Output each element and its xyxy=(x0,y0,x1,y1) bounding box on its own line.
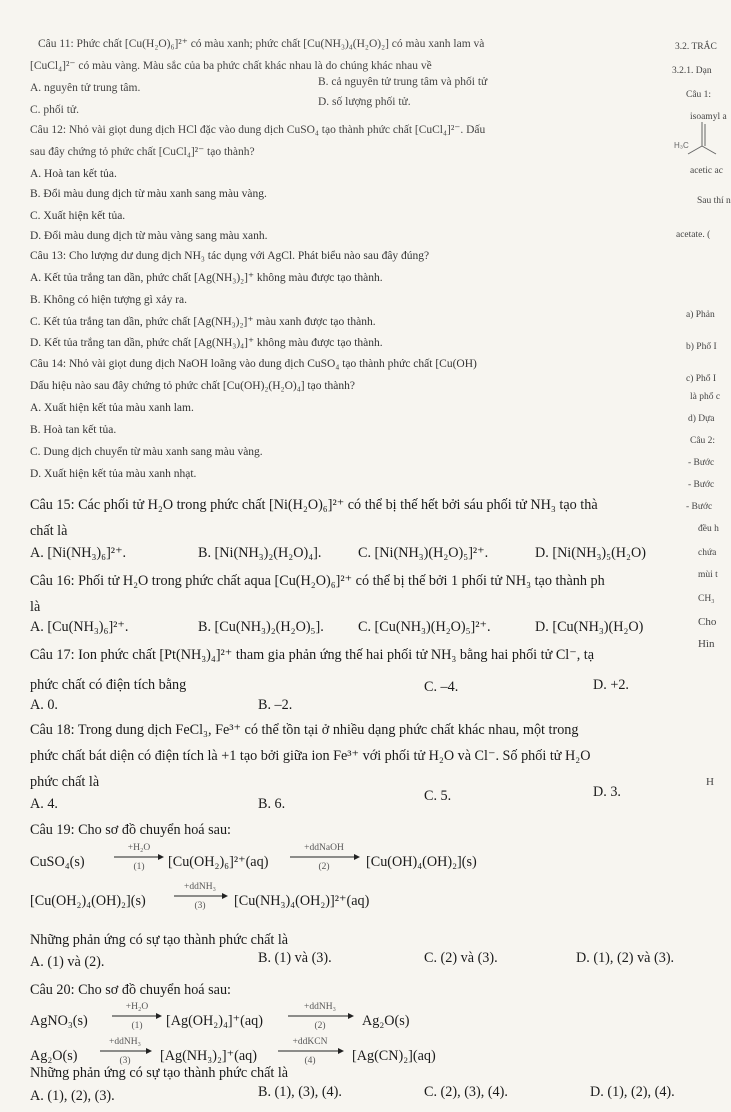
q15-option-b: B. [Ni(NH₃)₂(H₂O)₄]. xyxy=(198,545,322,561)
q18-option-a: A. 4. xyxy=(30,796,58,812)
q20-r2-arrow1-reagent: +ddNH₃ xyxy=(109,1037,141,1047)
q14-stem-line1: Câu 14: Nhỏ vài giọt dung dịch NaOH loãng vào dung dịch CuSO₄ tạo thành phức chất [Cu(OH) xyxy=(30,358,477,370)
q19-r1-arrow2-icon xyxy=(290,852,360,862)
molecule-label: H₃C xyxy=(674,141,689,150)
q18-option-d: D. 3. xyxy=(593,784,621,800)
q16-option-c: C. [Cu(NH₃)(H₂O)₅]²⁺. xyxy=(358,619,491,635)
right-margin-l10: c) Phổ I xyxy=(686,374,717,384)
right-margin-l13: Câu 2: xyxy=(690,436,716,446)
right-margin-l6: Sau thí n xyxy=(697,196,731,206)
q19-r1-reactant: CuSO₄(s) xyxy=(30,854,85,870)
q12-stem-line2: sau đây chứng tỏ phức chất [CuCl₄]²⁻ tạo thành? xyxy=(30,146,255,158)
q12-option-a: A. Hoà tan kết tủa. xyxy=(30,168,117,180)
q20-r1-arrow1-step: (1) xyxy=(131,1021,143,1031)
q20-r2-arrow1-step: (3) xyxy=(119,1056,131,1066)
right-margin-l21: Cho xyxy=(698,616,717,628)
q16-stem-line2: là xyxy=(30,599,41,615)
q19-r1-arrow1-reagent: +H₂O xyxy=(127,843,151,853)
q11-stem-line1: Câu 11: Phức chất [Cu(H₂O)₆]²⁺ có màu xanh; phức chất [Cu(NH₃)₄(H₂O)₂] có màu xanh lam và xyxy=(38,38,485,50)
right-margin-l12: d) Dựa xyxy=(688,414,715,424)
q18-stem-line2: phức chất bát diện có điện tích là +1 tạo bởi giữa ion Fe³⁺ với phối tử H₂O và Cl⁻. Số phối tử H₂O xyxy=(30,748,591,764)
q13-stem: Câu 13: Cho lượng dư dung dịch NH₃ tác dụng với AgCl. Phát biểu nào sau đây đúng? xyxy=(30,250,430,262)
right-margin-l3: Câu 1: xyxy=(686,90,712,100)
q13-option-a: A. Kết tủa trắng tan dần, phức chất [Ag(NH₃)₂]⁺ không màu được tạo thành. xyxy=(30,272,383,284)
q17-option-b: B. –2. xyxy=(258,697,293,713)
right-margin-l5: acetic ac xyxy=(690,166,723,176)
molecule-bond-right xyxy=(702,146,716,154)
q19-option-b: B. (1) và (3). xyxy=(258,950,332,966)
q20-option-d: D. (1), (2), (4). xyxy=(590,1084,675,1100)
q12-stem-line1: Câu 12: Nhỏ vài giọt dung dịch HCl đặc vào dung dịch CuSO₄ tạo thành phức chất [CuCl₄]²⁻. Dấu xyxy=(30,124,486,136)
q17-stem-line2: phức chất có điện tích bằng xyxy=(30,677,187,693)
q18-stem-line1: Câu 18: Trong dung dịch FeCl₃, Fe³⁺ có thể tồn tại ở nhiều dạng phức chất khác nhau, một trong xyxy=(30,722,579,738)
q20-option-c: C. (2), (3), (4). xyxy=(424,1084,508,1100)
right-margin-l15: - Bước xyxy=(688,480,715,490)
q16-option-b: B. [Cu(NH₃)₂(H₂O)₅]. xyxy=(198,619,324,635)
q19-r1-arrow1-step: (1) xyxy=(133,862,145,872)
q19-r1-arrow2-reagent: +ddNaOH xyxy=(304,843,344,853)
q16-option-d: D. [Cu(NH₃)(H₂O) xyxy=(535,619,644,635)
q11-option-b: B. cả nguyên tử trung tâm và phối tử xyxy=(318,76,488,88)
q14-option-c: C. Dung dịch chuyển từ màu xanh sang màu vàng. xyxy=(30,446,263,458)
q11-option-a: A. nguyên tử trung tâm. xyxy=(30,82,141,94)
q18-stem-line3: phức chất là xyxy=(30,774,100,790)
q14-stem-line2: Dấu hiệu nào sau đây chứng tỏ phức chất [Cu(OH)₂(H₂O)₄] tạo thành? xyxy=(30,380,355,392)
q19-r1-arrow1-icon xyxy=(114,852,164,862)
q19-question: Những phản ứng có sự tạo thành phức chất là xyxy=(30,932,289,948)
q17-stem-line1: Câu 17: Ion phức chất [Pt(NH₃)₄]²⁺ tham gia phản ứng thế hai phối tử NH₃ bằng hai phối tử Cl⁻, tạ xyxy=(30,647,595,663)
q20-r2-arrow2-icon xyxy=(278,1046,344,1056)
q16-option-a: A. [Cu(NH₃)₆]²⁺. xyxy=(30,619,129,635)
q19-option-c: C. (2) và (3). xyxy=(424,950,498,966)
right-margin-l11: là phổ c xyxy=(690,392,721,402)
q20-option-a: A. (1), (2), (3). xyxy=(30,1088,115,1104)
q20-r2-intermediate: [Ag(NH₃)₂]⁺(aq) xyxy=(160,1048,257,1064)
q11-option-d: D. số lượng phối tử. xyxy=(318,96,411,108)
right-margin-l19: mùi t xyxy=(698,570,718,580)
right-margin-l9: b) Phổ I xyxy=(686,342,717,352)
q19-r2-arrow-reagent: +ddNH₃ xyxy=(184,882,216,892)
q14-option-b: B. Hoà tan kết tủa. xyxy=(30,424,117,436)
molecule-structure-icon xyxy=(672,116,727,164)
q20-r2-product: [Ag(CN)₂](aq) xyxy=(352,1048,436,1064)
right-margin-l2: 3.2.1. Dạn xyxy=(672,66,712,76)
molecule-bond-left xyxy=(688,146,702,154)
q20-r2-arrow2-step: (4) xyxy=(304,1056,316,1066)
q20-r1-arrow2-step: (2) xyxy=(314,1021,326,1031)
q19-stem: Câu 19: Cho sơ đồ chuyển hoá sau: xyxy=(30,822,231,838)
right-margin-l17: đều h xyxy=(698,524,719,534)
right-margin-l14: - Bước xyxy=(688,458,715,468)
q15-option-c: C. [Ni(NH₃)(H₂O)₅]²⁺. xyxy=(358,545,489,561)
q19-r2-arrow-icon xyxy=(174,891,228,901)
q14-option-d: D. Xuất hiện kết tủa màu xanh nhạt. xyxy=(30,468,197,480)
q15-stem-line2: chất là xyxy=(30,523,68,539)
q20-r1-arrow2-reagent: +ddNH₃ xyxy=(304,1002,336,1012)
q20-r1-arrow1-reagent: +H₂O xyxy=(125,1002,149,1012)
q20-r1-intermediate: [Ag(OH₂)₄]⁺(aq) xyxy=(166,1013,263,1029)
q15-option-d: D. [Ni(NH₃)₅(H₂O) xyxy=(535,545,646,561)
q20-r1-arrow2-icon xyxy=(288,1011,354,1021)
right-margin-l20: CH₃ xyxy=(698,594,715,604)
q20-r2-arrow2-reagent: +ddKCN xyxy=(292,1037,328,1047)
q11-stem-line2: [CuCl₄]²⁻ có màu vàng. Màu sắc của ba phức chất khác nhau là do chúng khác nhau về xyxy=(30,60,432,72)
q13-option-b: B. Không có hiện tượng gì xảy ra. xyxy=(30,294,187,306)
q15-option-a: A. [Ni(NH₃)₆]²⁺. xyxy=(30,545,127,561)
q18-option-c: C. 5. xyxy=(424,788,452,804)
q19-r2-product: [Cu(NH₃)₄(OH₂)]²⁺(aq) xyxy=(234,893,370,909)
q12-option-b: B. Đổi màu dung dịch từ màu xanh sang màu vàng. xyxy=(30,188,267,200)
q17-option-d: D. +2. xyxy=(593,677,629,693)
q20-stem: Câu 20: Cho sơ đồ chuyển hoá sau: xyxy=(30,982,231,998)
right-margin-l23: H xyxy=(706,776,714,788)
q19-r2-arrow-step: (3) xyxy=(194,901,206,911)
q13-option-c: C. Kết tủa trắng tan dần, phức chất [Ag(NH₃)₂]⁺ màu xanh được tạo thành. xyxy=(30,316,376,328)
q14-option-a: A. Xuất hiện kết tủa màu xanh lam. xyxy=(30,402,194,414)
q12-option-c: C. Xuất hiện kết tủa. xyxy=(30,210,126,222)
right-margin-l1: 3.2. TRẮC xyxy=(675,42,717,52)
q19-r1-arrow2-step: (2) xyxy=(318,862,330,872)
q19-r2-reactant: [Cu(OH₂)₄(OH)₂](s) xyxy=(30,893,146,909)
q16-stem-line1: Câu 16: Phối tử H₂O trong phức chất aqua [Cu(H₂O)₆]²⁺ có thể bị thế bởi 1 phối tử NH₃ tạo thành ph xyxy=(30,573,605,589)
right-margin-l18: chứa xyxy=(698,548,717,558)
right-margin-l4: isoamyl a xyxy=(690,112,727,122)
q12-option-d: D. Đổi màu dung dịch từ màu vàng sang màu xanh. xyxy=(30,230,268,242)
right-margin-l8: a) Phản xyxy=(686,310,715,320)
q15-stem-line1: Câu 15: Các phối tử H₂O trong phức chất [Ni(H₂O)₆]²⁺ có thể bị thế hết bởi sáu phối tử NH₃ tạo thà xyxy=(30,497,598,513)
q17-option-a: A. 0. xyxy=(30,697,58,713)
q20-r2-reactant: Ag₂O(s) xyxy=(30,1048,78,1064)
q20-question: Những phản ứng có sự tạo thành phức chất là xyxy=(30,1065,289,1081)
q20-option-b: B. (1), (3), (4). xyxy=(258,1084,342,1100)
q11-option-c: C. phối tử. xyxy=(30,104,80,116)
q18-option-b: B. 6. xyxy=(258,796,286,812)
q13-option-d: D. Kết tủa trắng tan dần, phức chất [Ag(NH₃)₄]⁺ không màu được tạo thành. xyxy=(30,337,383,349)
q19-option-d: D. (1), (2) và (3). xyxy=(576,950,675,966)
right-margin-l7: acetate. ( xyxy=(676,230,711,240)
q20-r1-arrow1-icon xyxy=(112,1011,162,1021)
q17-option-c: C. –4. xyxy=(424,679,459,695)
q20-r1-product: Ag₂O(s) xyxy=(362,1013,410,1029)
q19-r1-intermediate: [Cu(OH₂)₆]²⁺(aq) xyxy=(168,854,269,870)
q19-option-a: A. (1) và (2). xyxy=(30,954,105,970)
right-margin-l16: - Bước xyxy=(686,502,713,512)
q20-r2-arrow1-icon xyxy=(100,1046,152,1056)
q20-r1-reactant: AgNO₃(s) xyxy=(30,1013,88,1029)
right-margin-l22: Hìn xyxy=(698,638,715,650)
q19-r1-product: [Cu(OH)₄(OH)₂](s) xyxy=(366,854,477,870)
